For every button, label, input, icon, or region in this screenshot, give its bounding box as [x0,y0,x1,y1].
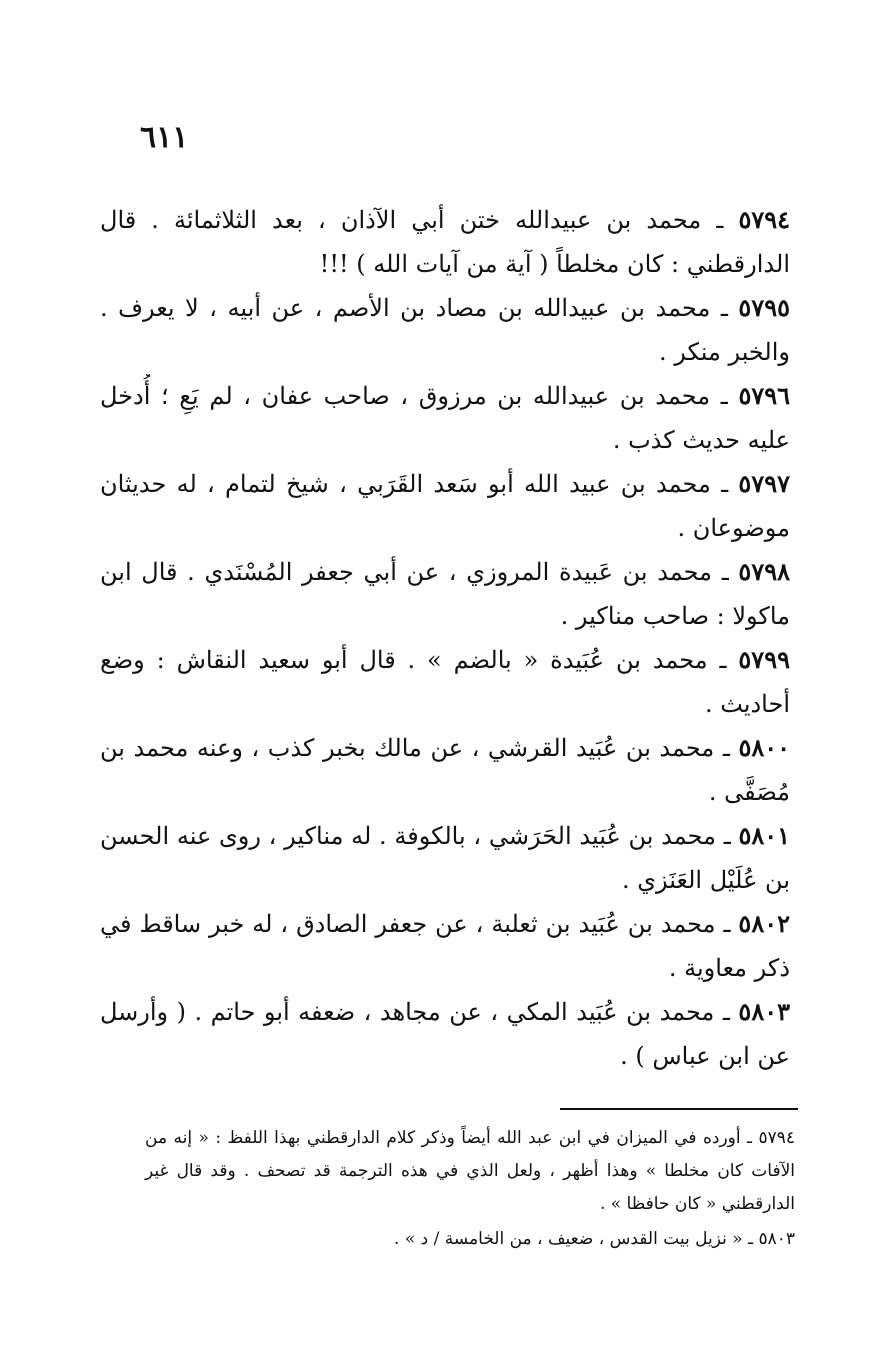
entry-number: ٥٨٠٠ [738,733,790,762]
entry [100,726,790,814]
footnote-number: ٥٧٩٤ [758,1128,795,1148]
entry-dash: ـ [723,910,731,938]
entry-dash: ـ [723,822,731,850]
entry-text: محمد بن عَبيدة المروزي ، عن أبي جعفر المُسْنَدي . قال ابن ماكولا : صاحب مناكير . [100,558,790,630]
footnote-divider [560,1108,798,1110]
entry [100,638,790,726]
footnotes [145,1122,795,1258]
footnote [145,1223,795,1256]
entry-dash: ـ [720,294,728,322]
entry [100,990,790,1078]
entry-dash: ـ [720,382,728,410]
footnote-dash: ـ [747,1128,753,1148]
footnote-text: « نزيل بيت القدس ، ضعيف ، من الخامسة / د » . [394,1229,743,1249]
entry-dash: ـ [721,558,729,586]
entry-text: محمد بن عبيدالله ختن أبي الآذان ، بعد الثلاثمائة . قال الدارقطني : كان مخلطاً ( آية من آيات الله ) !!! [100,206,790,278]
entry [100,814,790,902]
entry-dash: ـ [722,998,730,1026]
entry [100,286,790,374]
entry-dash: ـ [719,646,727,674]
entry-number: ٥٨٠٣ [738,997,790,1026]
entry-number: ٥٧٩٧ [738,469,790,498]
entry-text: محمد بن عُبَيد بن ثعلبة ، عن جعفر الصادق ، له خبر ساقط في ذكر معاوية . [100,910,790,982]
footnote-dash: ـ [748,1229,754,1249]
entry [100,462,790,550]
entry [100,902,790,990]
entry-number: ٥٨٠١ [738,821,790,850]
footnote-text: أورده في الميزان في ابن عبد الله أيضاً وذكر كلام الدارقطني بهذا اللفظ : « إنه من الآفات كان مخلطا » وهذا أظهر ، ولعل الذي في هذه الترجمة قد تصحف . وقد قال غير الدارقطني « كان حافظا » . [145,1128,795,1214]
entry-dash: ـ [721,470,729,498]
entry-text: محمد بن عُبَيدة « بالضم » . قال أبو سعيد النقاش : وضع أحاديث . [100,646,790,718]
entry-text: محمد بن عُبَيد الحَرَشي ، بالكوفة . له مناكير ، روى عنه الحسن بن عُلَيْل العَنَزي . [100,822,790,894]
entry-text: محمد بن عبيد الله أبو سَعد القَرَبي ، شيخ لتمام ، له حديثان موضوعان . [100,470,790,542]
entry [100,374,790,462]
entry-text: محمد بن عبيدالله بن مرزوق ، صاحب عفان ، لم يَعِ ؛ أُدخل عليه حديث كذب . [100,382,790,454]
entry-number: ٥٧٩٥ [738,293,790,322]
entry-dash: ـ [722,734,730,762]
entry-text: محمد بن عُبَيد القرشي ، عن مالك بخبر كذب ، وعنه محمد بن مُصَفَّى . [100,734,790,806]
entry-number: ٥٨٠٢ [738,909,790,938]
entry-dash: ـ [716,206,724,234]
entry-number: ٥٧٩٤ [738,205,790,234]
entry-text: محمد بن عُبَيد المكي ، عن مجاهد ، ضعفه أبو حاتم . ( وأرسل عن ابن عباس ) . [100,998,790,1070]
footnote-number: ٥٨٠٣ [758,1229,795,1249]
entry-number: ٥٧٩٩ [738,645,790,674]
entry [100,198,790,286]
entries-list [100,198,790,1078]
footnote [145,1122,795,1221]
entry-number: ٥٧٩٦ [738,381,790,410]
entry-text: محمد بن عبيدالله بن مصاد بن الأصم ، عن أبيه ، لا يعرف . والخبر منكر . [100,294,790,366]
entry [100,550,790,638]
entry-number: ٥٧٩٨ [738,557,790,586]
page-number: ٦١١ [140,120,189,155]
